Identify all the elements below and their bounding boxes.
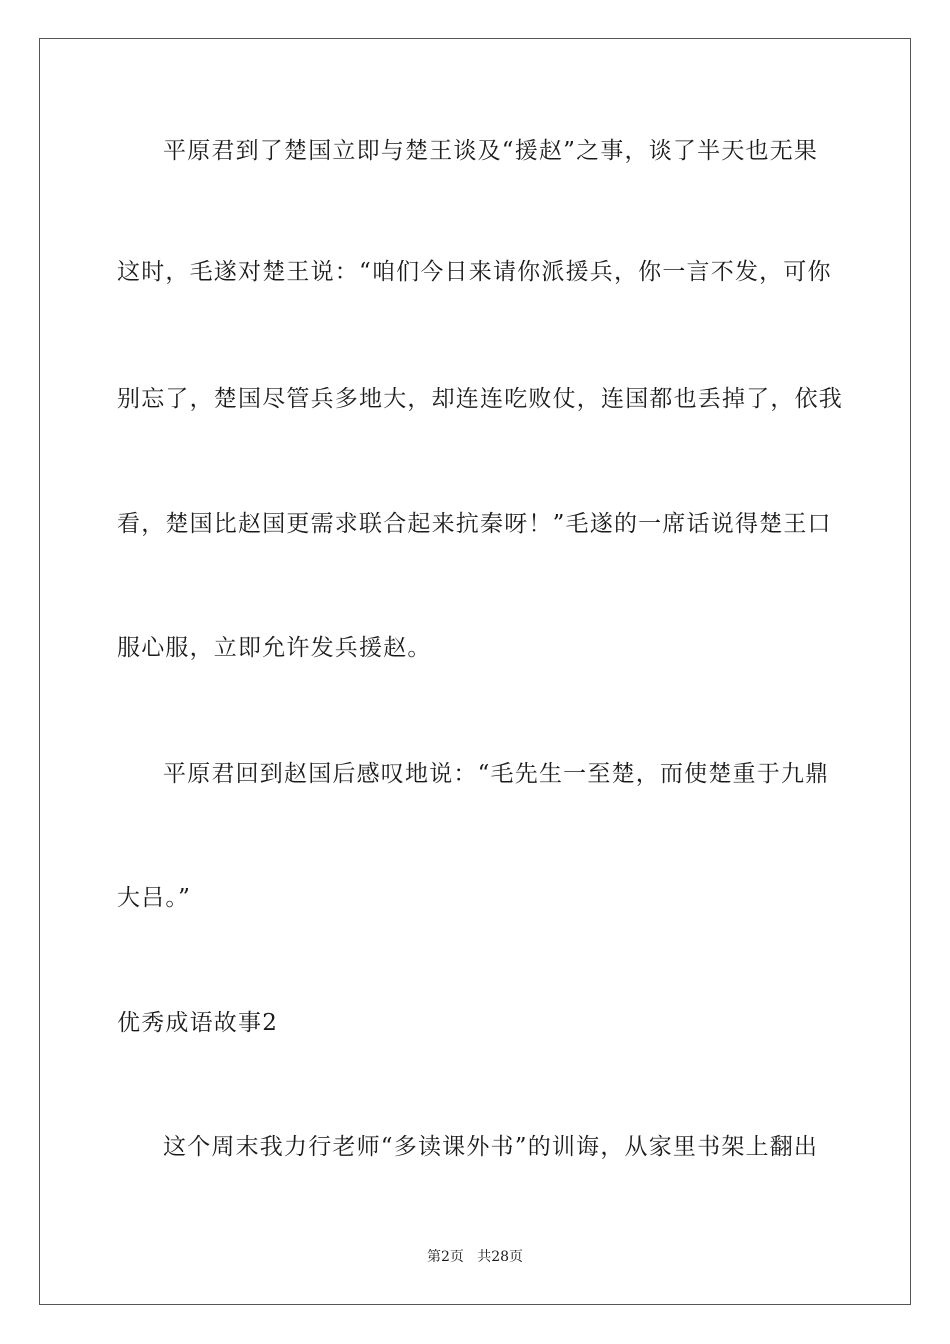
paragraph-line-8: 这个周末我力行老师“多读课外书”的训诲，从家里书架上翻出 [163, 1134, 819, 1160]
paragraph-line-2: 这时，毛遂对楚王说：“咱们今日来请你派援兵，你一言不发，可你 [117, 259, 832, 285]
paragraph-line-5: 服心服，立即允许发兵援赵。 [117, 635, 432, 661]
paragraph-line-4: 看，楚国比赵国更需求联合起来抗秦呀！”毛遂的一席话说得楚王口 [117, 511, 832, 537]
page-border [39, 38, 911, 1305]
section-heading: 优秀成语故事2 [117, 1010, 279, 1036]
paragraph-line-1: 平原君到了楚国立即与楚王谈及“援赵”之事，谈了半天也无果 [163, 138, 819, 164]
paragraph-line-3: 别忘了，楚国尽管兵多地大，却连连吃败仗，连国都也丢掉了，依我 [117, 386, 843, 412]
paragraph-line-6: 平原君回到赵国后感叹地说：“毛先生一至楚，而使楚重于九鼎 [163, 761, 830, 787]
paragraph-line-7: 大吕。” [117, 885, 192, 911]
page-footer: 第2页 共28页 [426, 1249, 524, 1265]
